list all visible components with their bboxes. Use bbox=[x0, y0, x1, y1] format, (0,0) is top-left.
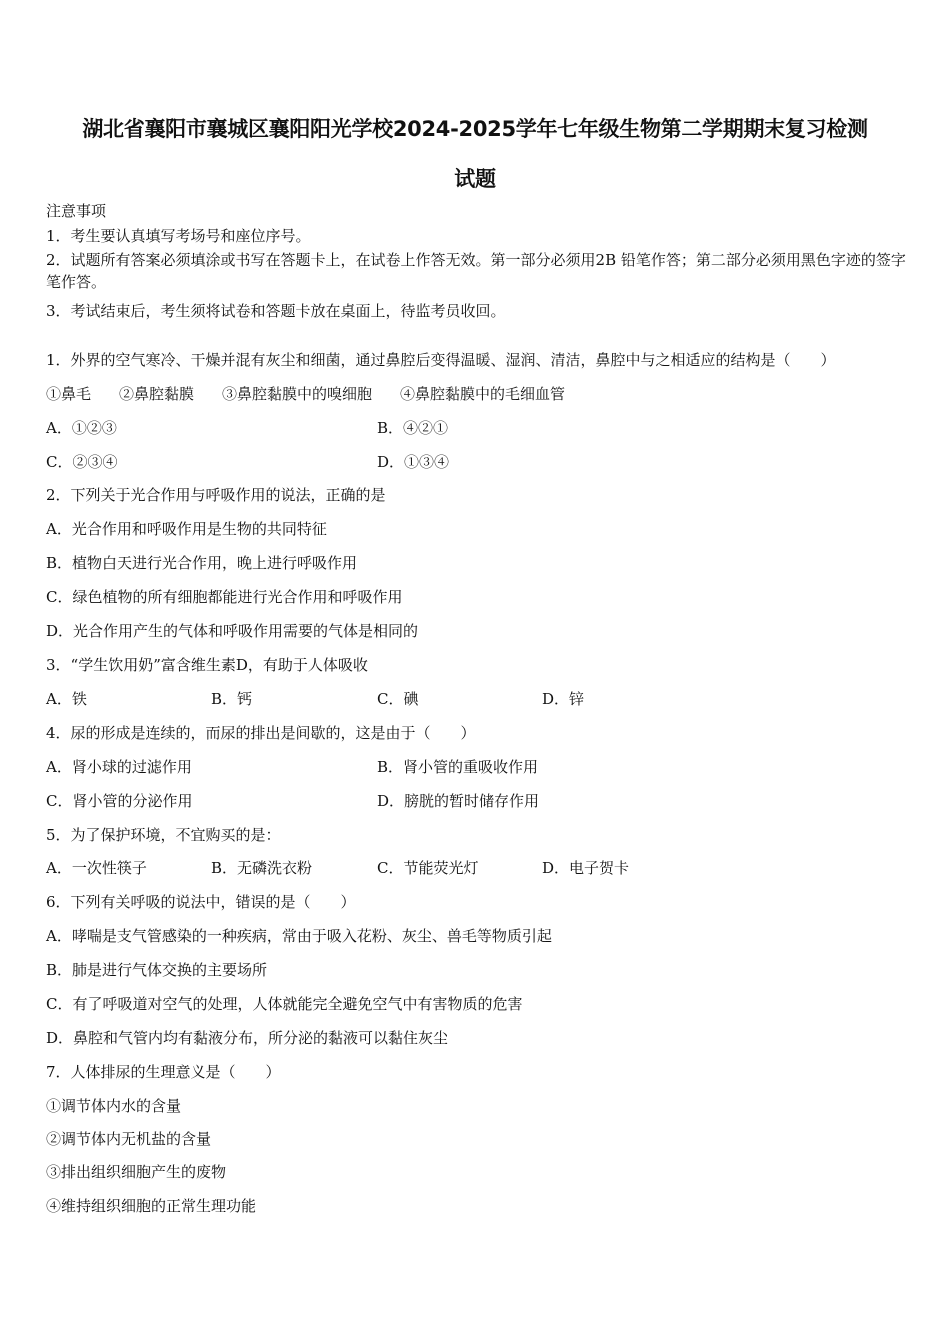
notice-item-3: 3．考试结束后，考生须将试卷和答题卡放在桌面上，待监考员收回。 bbox=[46, 302, 506, 320]
notice-item-2: 2．试题所有答案必须填涂或书写在答题卡上，在试卷上作答无效。第一部分必须用2B 铅笔作答；第二部分必须用黑色字迹的签字笔作答。 bbox=[46, 251, 906, 291]
question-6-stem: 6．下列有关呼吸的说法中，错误的是（ ） bbox=[46, 893, 356, 911]
q3-option-a: A．铁 bbox=[46, 690, 87, 708]
question-4-stem: 4．尿的形成是连续的，而尿的排出是间歇的，这是由于（ ） bbox=[46, 724, 476, 742]
q4-option-a: A．肾小球的过滤作用 bbox=[46, 758, 192, 776]
q5-option-a: A．一次性筷子 bbox=[46, 859, 147, 877]
question-1-stem: 1．外界的空气寒冷、干燥并混有灰尘和细菌，通过鼻腔后变得温暖、湿润、清洁，鼻腔中与之相适应的结构是（ ） bbox=[46, 351, 836, 369]
q7-item-4: ④维持组织细胞的正常生理功能 bbox=[46, 1197, 257, 1215]
q7-item-2: ②调节体内无机盐的含量 bbox=[46, 1130, 212, 1148]
question-5-stem: 5．为了保护环境，不宜购买的是： bbox=[46, 826, 281, 844]
q2-option-a: A．光合作用和呼吸作用是生物的共同特征 bbox=[46, 520, 327, 538]
q1-item-3: ③鼻腔黏膜中的嗅细胞 bbox=[222, 385, 373, 403]
q1-item-4: ④鼻腔黏膜中的毛细血管 bbox=[400, 385, 566, 403]
q5-option-b: B．无磷洗衣粉 bbox=[211, 859, 313, 877]
q6-option-c: C．有了呼吸道对空气的处理，人体就能完全避免空气中有害物质的危害 bbox=[46, 995, 523, 1013]
q5-option-c: C．节能荧光灯 bbox=[377, 859, 479, 877]
q7-item-1: ①调节体内水的含量 bbox=[46, 1097, 182, 1115]
notice-item-1: 1．考生要认真填写考场号和座位序号。 bbox=[46, 227, 311, 245]
q1-item-1: ①鼻毛 bbox=[46, 385, 92, 403]
q3-option-c: C．碘 bbox=[377, 690, 419, 708]
question-7-stem: 7．人体排尿的生理意义是（ ） bbox=[46, 1063, 281, 1081]
document-title: 湖北省襄阳市襄城区襄阳阳光学校2024-2025学年七年级生物第二学期期末复习检测 bbox=[82, 117, 868, 141]
document-title-continued: 试题 bbox=[454, 167, 496, 191]
q1-option-d: D．①③④ bbox=[377, 453, 450, 471]
q5-option-d: D．电子贺卡 bbox=[542, 859, 630, 877]
q6-option-a: A．哮喘是支气管感染的一种疾病，常由于吸入花粉、灰尘、兽毛等物质引起 bbox=[46, 927, 552, 945]
q4-option-b: B．肾小管的重吸收作用 bbox=[377, 758, 539, 776]
q3-option-d: D．锌 bbox=[542, 690, 585, 708]
q1-item-2: ②鼻腔黏膜 bbox=[119, 385, 195, 403]
q2-option-d: D．光合作用产生的气体和呼吸作用需要的气体是相同的 bbox=[46, 622, 419, 640]
q1-option-a: A．①②③ bbox=[46, 419, 117, 437]
q3-option-b: B．钙 bbox=[211, 690, 253, 708]
q7-item-3: ③排出组织细胞产生的废物 bbox=[46, 1163, 227, 1181]
question-1-items bbox=[46, 384, 565, 404]
q4-option-d: D．膀胱的暂时储存作用 bbox=[377, 792, 540, 810]
q1-option-c: C．②③④ bbox=[46, 453, 118, 471]
question-2-stem: 2．下列关于光合作用与呼吸作用的说法，正确的是 bbox=[46, 486, 386, 504]
q6-option-d: D．鼻腔和气管内均有黏液分布，所分泌的黏液可以黏住灰尘 bbox=[46, 1029, 449, 1047]
q1-option-b: B．④②① bbox=[377, 419, 449, 437]
q6-option-b: B．肺是进行气体交换的主要场所 bbox=[46, 961, 268, 979]
q4-option-c: C．肾小管的分泌作用 bbox=[46, 792, 193, 810]
q2-option-c: C．绿色植物的所有细胞都能进行光合作用和呼吸作用 bbox=[46, 588, 403, 606]
notice-heading: 注意事项 bbox=[46, 202, 107, 220]
q2-option-b: B．植物白天进行光合作用，晚上进行呼吸作用 bbox=[46, 554, 358, 572]
question-3-stem: 3．“学生饮用奶”富含维生素D，有助于人体吸收 bbox=[46, 656, 368, 674]
